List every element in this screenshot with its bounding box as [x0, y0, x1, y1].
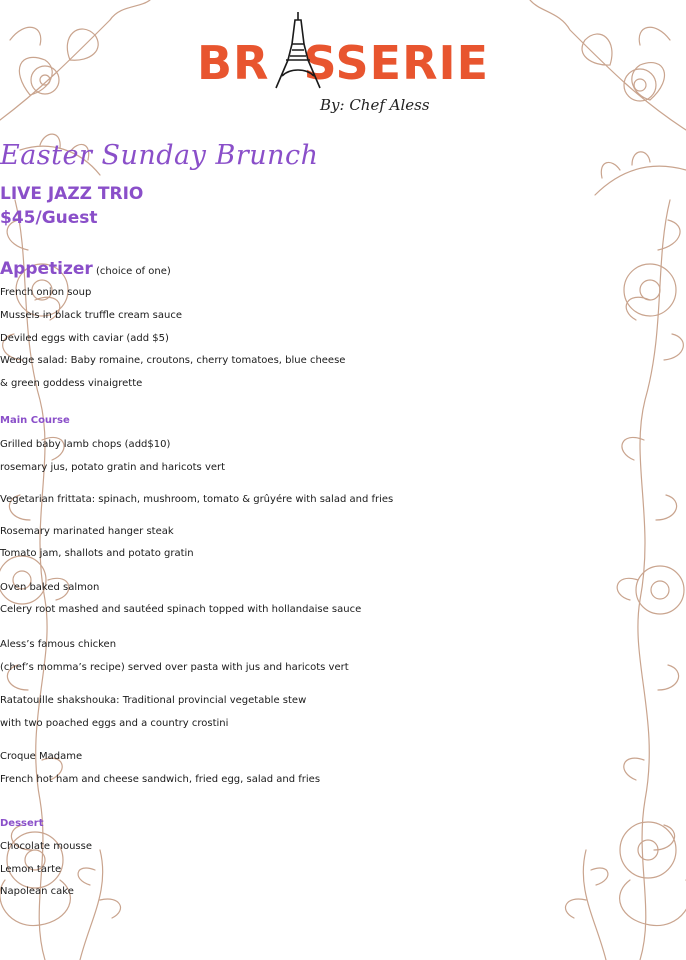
- menu-item: Mussels in black truffle cream sauce: [0, 310, 183, 321]
- appetizer-heading-line: [0, 258, 686, 283]
- brand-wordmark: [0, 36, 686, 90]
- menu-item: French hot ham and cheese sandwich, fried egg, salad and fries: [0, 774, 321, 785]
- menu-item: Ratatouille shakshouka: Traditional provincial vegetable stew: [0, 695, 307, 706]
- menu-item: Grilled baby lamb chops (add$10): [0, 439, 171, 450]
- menu-item: Deviled eggs with caviar (add $5): [0, 333, 169, 344]
- chef-byline: By: Chef Aless: [320, 96, 430, 114]
- menu-item: Chocolate mousse: [0, 841, 92, 852]
- appetizer-heading: Appetizer: [0, 259, 93, 279]
- menu-item: Napolean cake: [0, 886, 74, 897]
- menu-item: Vegetarian frittata: spinach, mushroom, tomato & grûyére with salad and fries: [0, 494, 394, 505]
- menu-item: Croque Madame: [0, 751, 83, 762]
- menu-item: Wedge salad: Baby romaine, croutons, cherry tomatoes, blue cheese: [0, 355, 346, 366]
- appetizer-note: (choice of one): [92, 266, 171, 277]
- event-title: Easter Sunday Brunch: [0, 140, 319, 171]
- menu-item: & green goddess vinaigrette: [0, 378, 143, 389]
- event-price: $45/Guest: [0, 208, 98, 228]
- menu-item: Rosemary marinated hanger steak: [0, 526, 174, 537]
- brand-name-right: SSERIE: [303, 36, 490, 90]
- menu-item: rosemary jus, potato gratin and haricots vert: [0, 462, 226, 473]
- menu-item: Aless’s famous chicken: [0, 639, 117, 650]
- menu-item: Oven baked salmon: [0, 582, 100, 593]
- event-entertainment: LIVE JAZZ TRIO: [0, 184, 144, 204]
- main-course-heading: Main Course: [0, 415, 70, 426]
- menu-item: with two poached eggs and a country crostini: [0, 718, 229, 729]
- eiffel-tower-icon: [268, 10, 328, 90]
- menu-item: Lemon tarte: [0, 864, 62, 875]
- menu-item: Celery root mashed and sautéed spinach topped with hollandaise sauce: [0, 604, 362, 615]
- brand-name-left: BR: [196, 36, 270, 90]
- menu-item: French onion soup: [0, 287, 92, 298]
- dessert-heading: Dessert: [0, 818, 44, 829]
- menu-item: (chef’s momma’s recipe) served over pasta with jus and haricots vert: [0, 662, 349, 673]
- menu-item: Tomato jam, shallots and potato gratin: [0, 548, 194, 559]
